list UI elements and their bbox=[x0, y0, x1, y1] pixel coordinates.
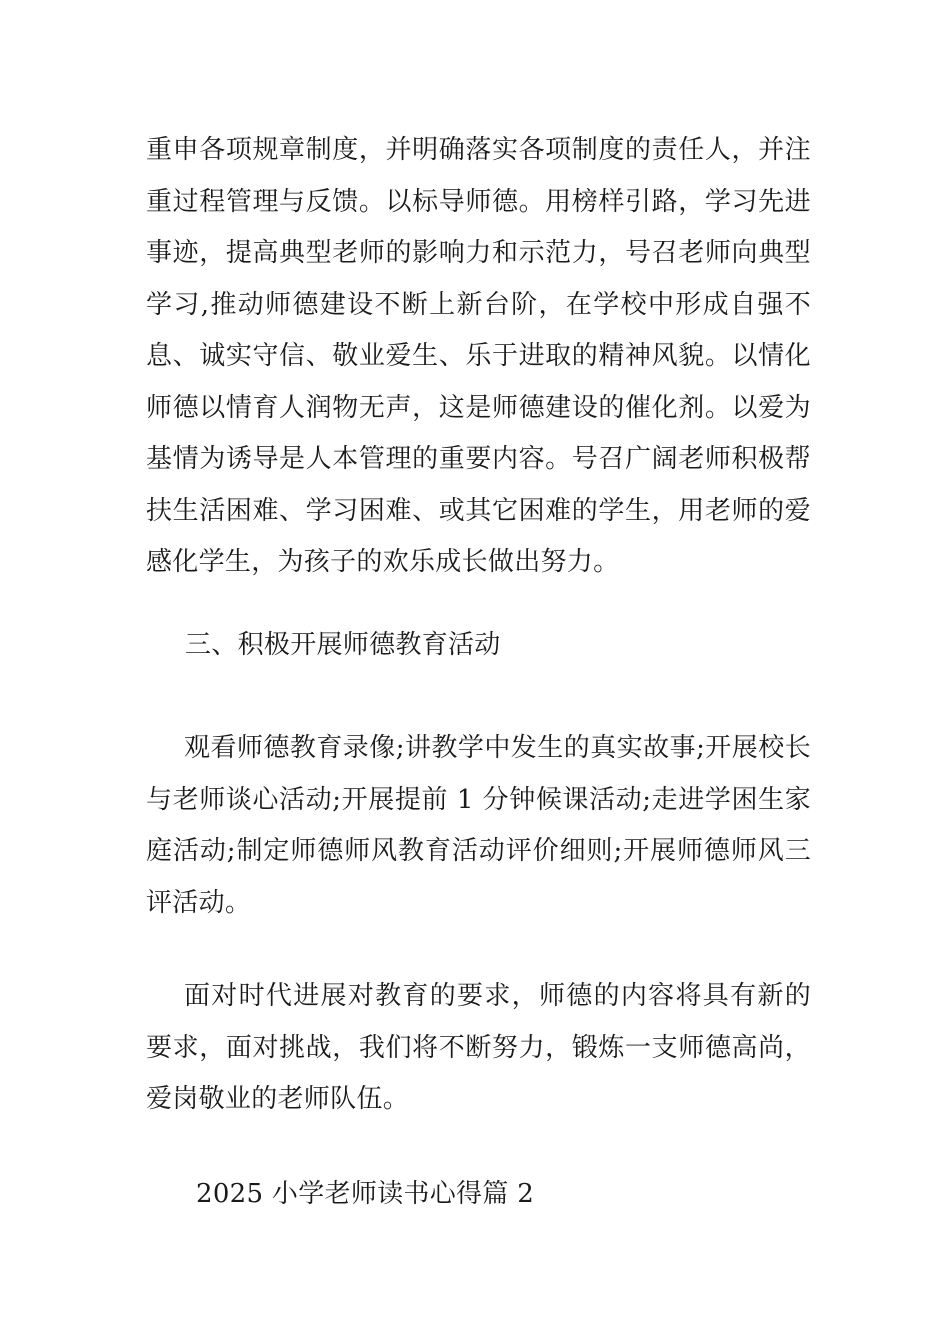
body-paragraph-rules: 重申各项规章制度，并明确落实各项制度的责任人，并注重过程管理与反馈。以标导师德。用榜样引路，学习先进事迹，提高典型老师的影响力和示范力，号召老师向典型学习,推动师德建设不断上新台阶，在学校中形成自强不息、诚实守信、敬业爱生、乐于进取的精神风貌。以情化师德以情育人润物无声，这是师德建设的催化剂。以爱为基情为诱导是人本管理的重要内容。号召广阔老师积极帮扶生活困难、学习困难、或其它困难的学生，用老师的爱感化学生，为孩子的欢乐成长做出努力。 bbox=[146, 135, 811, 577]
article-title: 2025 小学老师读书心得篇 2 bbox=[196, 1179, 535, 1209]
body-paragraph-activities: 观看师德教育录像;讲教学中发生的真实故事;开展校长与老师谈心活动;开展提前 1 分钟候课活动;走进学困生家庭活动;制定师德师风教育活动评价细则;开展师德师风三评活动。 bbox=[146, 733, 811, 918]
body-paragraph-conclusion: 面对时代进展对教育的要求，师德的内容将具有新的要求，面对挑战，我们将不断努力，锻炼一支师德高尚，爱岗敬业的老师队伍。 bbox=[146, 981, 811, 1114]
section-heading: 三、积极开展师德教育活动 bbox=[185, 630, 501, 660]
